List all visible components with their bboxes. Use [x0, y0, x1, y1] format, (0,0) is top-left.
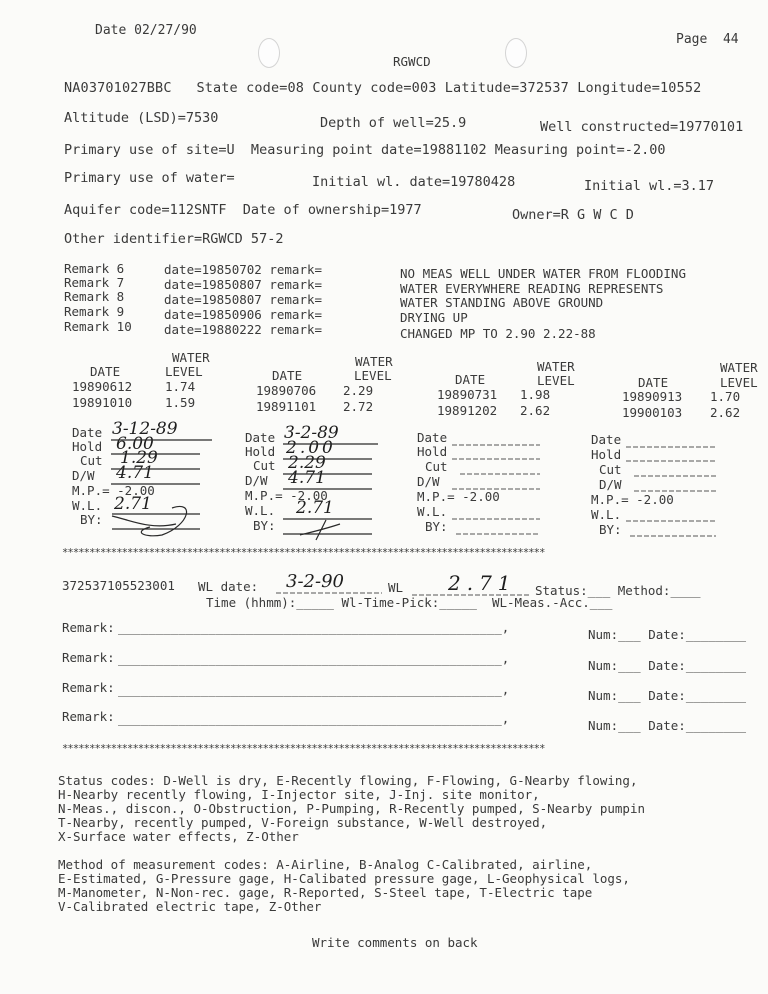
page-number: Page 44: [676, 32, 739, 47]
entry-dw-label: D/W: [245, 473, 268, 488]
handwritten-dw: 4.71: [288, 468, 326, 488]
handwritten-wl: 2.71: [114, 494, 152, 514]
wl-date-label: WL date:: [198, 579, 259, 594]
remark-entry-field[interactable]: ___________________________________________________,: [118, 620, 510, 635]
entry-mp-label: M.P.= -2.00: [591, 492, 674, 507]
method-code-line: Method of measurement codes: A-Airline, B-Analog C-Calibrated, airline,: [58, 857, 593, 872]
entry-wl-label: W.L.: [591, 507, 622, 522]
remark-num-date[interactable]: Num:___ Date:________: [588, 658, 747, 673]
entry-cut-label: Cut: [425, 459, 448, 474]
primary-use-site: Primary use of site=U Measuring point date=19881102 Measuring point=-2.00: [64, 142, 666, 158]
entry-dw-label: D/W: [417, 474, 440, 489]
method-code-line: M-Manometer, N-Non-rec. gage, R-Reported, S-Steel tape, T-Electric tape: [58, 885, 593, 900]
aquifer-code: Aquifer code=112SNTF Date of ownership=1977: [64, 202, 422, 218]
site-line-1: NA03701027BBC State code=08 County code=003 Latitude=372537 Longitude=10552: [64, 80, 702, 96]
entry-mp-label: M.P.= -2.00: [72, 483, 155, 498]
entry-by-label: BY:: [425, 519, 448, 534]
time-line[interactable]: Time (hhmm):_____ Wl-Time-Pick:_____ WL-Meas.-Acc.___: [206, 595, 613, 610]
handwritten-hold: 6.00: [116, 434, 154, 454]
col-header-water: WATER: [172, 350, 210, 365]
initial-wl: Initial wl.=3.17: [584, 178, 715, 194]
col-header-date: DATE: [455, 372, 486, 387]
entry-hold-label: Hold: [245, 444, 276, 459]
entry-hold-label: Hold: [591, 447, 622, 462]
wl-label: WL: [388, 580, 404, 595]
entry-wl-label: W.L.: [417, 504, 448, 519]
primary-use-water: Primary use of water=: [64, 170, 235, 186]
site-id: 372537105523001: [62, 578, 175, 593]
col-header-date: DATE: [90, 364, 121, 379]
table-cell-date: 19891101: [256, 399, 317, 414]
entry-hold-label: Hold: [72, 439, 103, 454]
status-code-line: X-Surface water effects, Z-Other: [58, 829, 299, 844]
well-constructed: Well constructed=19770101: [540, 119, 744, 135]
status-code-line: H-Nearby recently flowing, I-Injector site, J-Inj. site monitor,: [58, 787, 540, 802]
table-cell-level: 2.29: [343, 383, 374, 398]
other-identifier: Other identifier=RGWCD 57-2: [64, 231, 284, 247]
well-depth: Depth of well=25.9: [320, 115, 467, 131]
handwritten-dw: 4.71: [116, 463, 154, 483]
separator-top: *****************************************************************************************: [62, 547, 545, 559]
handwritten-date: 3-12-89: [112, 419, 178, 439]
table-cell-level: 2.72: [343, 399, 374, 414]
status-code-line: N-Meas., discon., O-Obstruction, P-Pumping, R-Recently pumped, S-Nearby pumpin: [58, 801, 645, 816]
remark-label: Remark 7: [64, 275, 132, 290]
col-header-level: LEVEL: [354, 368, 392, 383]
status-code-line: Status codes: D-Well is dry, E-Recently flowing, F-Flowing, G-Nearby flowing,: [58, 773, 638, 788]
remark-entry-label: Remark:: [62, 650, 115, 665]
remark-label: Remark 6: [64, 261, 132, 276]
table-cell-date: 19890612: [72, 379, 133, 394]
remark-num-date[interactable]: Num:___ Date:________: [588, 718, 747, 733]
col-header-level: LEVEL: [720, 375, 758, 390]
entry-mp-label: M.P.= -2.00: [417, 489, 500, 504]
col-header-level: LEVEL: [165, 364, 203, 379]
handwritten-wl-value[interactable]: 2.71: [448, 571, 517, 595]
table-cell-date: 19900103: [622, 405, 683, 420]
status-method[interactable]: Status:___ Method:____: [535, 583, 701, 598]
remark-date: date=19880222 remark=: [164, 322, 323, 337]
entry-mp-label: M.P.= -2.00: [245, 488, 328, 503]
remark-text: WATER EVERYWHERE READING REPRESENTS: [400, 281, 664, 296]
entry-by-label: BY:: [80, 512, 103, 527]
entry-dw-label: D/W: [72, 468, 95, 483]
remark-date: date=19850702 remark=: [164, 262, 323, 277]
col-header-water: WATER: [537, 359, 575, 374]
table-cell-date: 19890913: [622, 389, 683, 404]
remark-entry-field[interactable]: ___________________________________________________,: [118, 651, 510, 666]
separator-bottom: *****************************************************************************************: [62, 743, 545, 755]
entry-wl-label: W.L.: [245, 503, 276, 518]
entry-hold-label: Hold: [417, 444, 448, 459]
footer-note: Write comments on back: [312, 935, 478, 950]
handwritten-date: 3-2-89: [284, 423, 339, 443]
entry-date-label: Date: [245, 430, 276, 445]
entry-by-label: BY:: [253, 518, 276, 533]
remark-entry-label: Remark:: [62, 709, 115, 724]
org-title: RGWCD: [393, 54, 431, 69]
remark-entry-label: Remark:: [62, 680, 115, 695]
handwritten-wl-date[interactable]: 3-2-90: [286, 571, 344, 592]
remark-date: date=19850906 remark=: [164, 307, 323, 322]
col-header-date: DATE: [638, 375, 669, 390]
col-header-water: WATER: [355, 354, 393, 369]
table-cell-level: 1.74: [165, 379, 196, 394]
table-cell-date: 19891202: [437, 403, 498, 418]
entry-date-label: Date: [72, 425, 103, 440]
handwritten-hold: 2.00: [286, 438, 336, 458]
remark-date: date=19850807 remark=: [164, 292, 323, 307]
table-cell-date: 19890706: [256, 383, 317, 398]
method-code-line: V-Calibrated electric tape, Z-Other: [58, 899, 322, 914]
table-cell-level: 2.62: [520, 403, 551, 418]
remark-text: DRYING UP: [400, 310, 468, 325]
entry-date-label: Date: [417, 430, 448, 445]
entry-cut-label: Cut: [80, 453, 103, 468]
remark-num-date[interactable]: Num:___ Date:________: [588, 627, 747, 642]
entry-cut-label: Cut: [599, 462, 622, 477]
status-code-line: T-Nearby, recently pumped, V-Foreign substance, W-Well destroyed,: [58, 815, 548, 830]
table-cell-date: 19890731: [437, 387, 498, 402]
entry-dw-label: D/W: [599, 477, 622, 492]
initial-wl-date: Initial wl. date=19780428: [312, 174, 516, 190]
col-header-date: DATE: [272, 368, 303, 383]
remark-entry-field[interactable]: ___________________________________________________,: [118, 711, 510, 726]
table-cell-level: 2.62: [710, 405, 741, 420]
remark-entry-field[interactable]: ___________________________________________________,: [118, 682, 510, 697]
table-cell-date: 19891010: [72, 395, 133, 410]
entry-date-label: Date: [591, 432, 622, 447]
remark-text: CHANGED MP TO 2.90 2.22-88: [400, 326, 596, 341]
remark-num-date[interactable]: Num:___ Date:________: [588, 688, 747, 703]
entry-cut-label: Cut: [253, 458, 276, 473]
handwritten-cut: 1.29: [120, 448, 158, 468]
table-cell-level: 1.59: [165, 395, 196, 410]
print-date: Date 02/27/90: [95, 23, 197, 38]
remark-label: Remark 10: [64, 319, 132, 334]
table-cell-level: 1.70: [710, 389, 741, 404]
remark-date: date=19850807 remark=: [164, 277, 323, 292]
remark-text: NO MEAS WELL UNDER WATER FROM FLOODING: [400, 266, 686, 281]
owner: Owner=R G W C D: [512, 207, 634, 223]
handwritten-cut: 2.29: [288, 453, 326, 473]
entry-by-label: BY:: [599, 522, 622, 537]
remark-label: Remark 9: [64, 304, 132, 319]
method-code-line: E-Estimated, G-Pressure gage, H-Calibated pressure gage, L-Geophysical logs,: [58, 871, 630, 886]
handwritten-wl: 2.71: [296, 498, 334, 518]
col-header-water: WATER: [720, 360, 758, 375]
remark-text: WATER STANDING ABOVE GROUND: [400, 295, 604, 310]
entry-wl-label: W.L.: [72, 498, 103, 513]
col-header-level: LEVEL: [537, 373, 575, 388]
altitude: Altitude (LSD)=7530: [64, 110, 219, 126]
table-cell-level: 1.98: [520, 387, 551, 402]
remark-entry-label: Remark:: [62, 620, 115, 635]
remark-label: Remark 8: [64, 289, 132, 304]
